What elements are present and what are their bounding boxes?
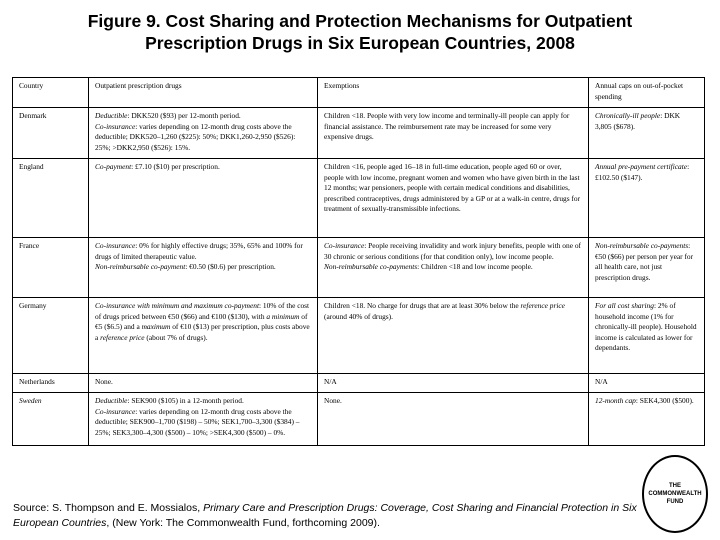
cell-paragraph (95, 396, 311, 407)
cell-paragraph (324, 241, 582, 262)
cell-text: None. (95, 377, 113, 386)
title-line-1: Figure 9. Cost Sharing and Protection Mechanisms for Outpatient (87, 11, 633, 31)
cell-country: Netherlands (13, 374, 89, 393)
cell-paragraph (595, 111, 698, 132)
cell-text: Children <16, people aged 16–18 in full-time education, people aged 60 or over, people with low income, pregnant women and women who have given birth in the last 12 months; war pensioners, people with certain medical conditions and disabilities, prescribed contraceptives, drugs administered by a GP or at a walk-in centre, drugs for treatment of sexually-transmissible infections. (324, 162, 581, 214)
cell-caps (589, 374, 705, 393)
cell-text: : People receiving invalidity and work injury benefits, people with one of 30 chronic or serious conditions (for that condition only), low income people. (324, 241, 581, 261)
cell-country: Germany (13, 298, 89, 374)
header-drugs: Outpatient prescription drugs (89, 78, 318, 108)
italic-term: Co-insurance with minimum and maximum co-payment (95, 301, 260, 310)
header-exemptions: Exemptions (318, 78, 589, 108)
cell-text: Children <18. People with very low income and terminally-ill people can apply for financial assistance. The reimbursement rate may be increased for some very expensive drugs. (324, 111, 570, 142)
cell-text: : varies depending on 12-month drug costs above the deductible; DKK520–1,260 ($225): 50%; DKK1,260-2,950 ($526): 25%; >DKK2,950 ($526): 15%. (95, 121, 296, 152)
cell-caps (589, 238, 705, 298)
cell-exemptions (318, 374, 589, 393)
cell-paragraph (595, 162, 698, 183)
cell-text: N/A (324, 377, 337, 386)
source-suffix: , (New York: The Commonwealth Fund, forthcoming 2009). (106, 517, 380, 529)
cell-country: Sweden (13, 393, 89, 446)
cell-drugs (89, 238, 318, 298)
italic-term: maximum (141, 322, 171, 332)
italic-term: Chronically-ill people (595, 111, 661, 120)
cell-paragraph (595, 396, 698, 407)
cell-text: : £7.10 ($10) per prescription. (131, 162, 220, 171)
cell-text: : 2% of household income (1% for chronically-ill people). Household income is calculated as lower for dependants. (595, 301, 697, 353)
cell-caps (589, 298, 705, 374)
cell-paragraph (595, 377, 698, 388)
cell-paragraph (95, 111, 311, 122)
cell-paragraph (324, 377, 582, 388)
cell-caps (589, 393, 705, 446)
table-row (13, 159, 705, 238)
italic-term: reference price (100, 332, 145, 342)
cell-text: : Children <18 and low income people. (417, 262, 533, 272)
italic-term: Co-insurance (95, 241, 136, 250)
cell-text: : 10% of the cost of drugs priced between €50 ($66) and €100 ($130), with (95, 301, 310, 321)
cell-exemptions (318, 159, 589, 238)
title-line-2: Prescription Drugs in Six European Countries, 2008 (145, 33, 575, 53)
logo-text: FUND (666, 499, 684, 505)
cell-text: : DKK520 ($93) per 12-month period. (127, 111, 241, 120)
cell-text: : DKK 3,805 ($678). (595, 111, 681, 131)
cell-paragraph (595, 301, 698, 354)
cell-paragraph (324, 301, 582, 322)
cell-country: France (13, 238, 89, 298)
italic-term: Non-reimbursable co-payments (595, 241, 689, 250)
cell-text: of €5 ($6.5) and a (95, 311, 308, 332)
italic-term: Deductible (95, 111, 128, 120)
cell-paragraph (95, 301, 311, 343)
cell-paragraph (324, 162, 582, 215)
cell-caps (589, 108, 705, 159)
cell-country: England (13, 159, 89, 238)
logo-text: THE (669, 483, 681, 489)
cell-text: : €50 ($66) per person per year for all health care, not just prescription drugs. (595, 241, 694, 282)
cell-caps (589, 159, 705, 238)
cost-sharing-table (12, 77, 705, 446)
cell-paragraph (95, 162, 311, 173)
cell-exemptions (318, 108, 589, 159)
italic-term: Annual pre-payment certificate (595, 162, 688, 171)
cell-text: N/A (595, 377, 608, 386)
table-row (13, 393, 705, 446)
italic-term: reference price (520, 301, 565, 310)
cell-text: : SEK4,300 ($500). (635, 396, 694, 405)
cell-exemptions (318, 238, 589, 298)
cell-text: : £102.50 ($147). (595, 162, 690, 182)
cell-drugs (89, 108, 318, 159)
cell-paragraph (95, 377, 311, 388)
cell-paragraph (95, 407, 311, 439)
cell-drugs (89, 393, 318, 446)
logo-text: COMMONWEALTH (648, 491, 702, 497)
italic-term: Non-reimbursable co-payment (95, 262, 186, 272)
cell-drugs (89, 374, 318, 393)
cell-drugs (89, 298, 318, 374)
cell-country: Denmark (13, 108, 89, 159)
italic-term: For all cost sharing (595, 301, 654, 310)
header-country: Country (13, 78, 89, 108)
table-row (13, 374, 705, 393)
cell-paragraph (95, 241, 311, 262)
cell-text: Children <18. No charge for drugs that are at least 30% below the (324, 301, 521, 310)
italic-term: Deductible (95, 396, 128, 405)
cell-text: : 0% for highly effective drugs; 35%, 65% and 100% for drugs of limited therapeutic value. (95, 241, 303, 261)
table-header-row (13, 78, 705, 108)
cell-exemptions (318, 298, 589, 374)
table-row (13, 238, 705, 298)
cell-paragraph (595, 241, 698, 283)
cell-drugs (89, 159, 318, 238)
cell-paragraph (324, 111, 582, 143)
cell-paragraph (324, 396, 582, 407)
source-citation (13, 501, 653, 531)
italic-term: Co-insurance (95, 406, 136, 416)
cell-text: of €10 ($13) per prescription, plus costs above a (95, 322, 310, 342)
table-row (13, 108, 705, 159)
cell-text: : €0.50 ($0.6) per prescription. (185, 262, 276, 272)
italic-term: Co-payment (95, 162, 132, 171)
figure-title (0, 10, 720, 54)
cell-text: (around 40% of drugs). (324, 311, 393, 321)
italic-term: a minimum (266, 311, 300, 321)
cell-exemptions (318, 393, 589, 446)
italic-term: Co-insurance (95, 121, 136, 131)
italic-term: Co-insurance (324, 241, 365, 250)
commonwealth-fund-logo (642, 455, 708, 533)
cell-paragraph (95, 262, 311, 273)
cell-text: : SEK900 ($105) in a 12-month period. (127, 396, 244, 405)
cell-text: : varies depending on 12-month drug costs above the deductible; SEK900–1,700 ($198) – 50%; SEK1,700–3,300 ($384) – 25%; SEK3,300–4,300 ($500) – 10%; >SEK4,300 ($500) – 0%. (95, 406, 300, 437)
table-row (13, 298, 705, 374)
cell-text: None. (324, 396, 342, 405)
source-title: Primary Care and Prescription Drugs: Coverage, Cost Sharing and Financial Protection in Six European Countries (13, 502, 637, 529)
source-prefix: Source: S. Thompson and E. Mossialos, (13, 502, 204, 514)
cell-text: (about 7% of drugs). (144, 332, 208, 342)
cell-paragraph (324, 262, 582, 273)
italic-term: 12-month cap (595, 396, 636, 405)
italic-term: Non-reimbursable co-payments (324, 262, 418, 272)
header-caps: Annual caps on out-of-pocket spending (589, 78, 705, 108)
cell-paragraph (95, 122, 311, 154)
